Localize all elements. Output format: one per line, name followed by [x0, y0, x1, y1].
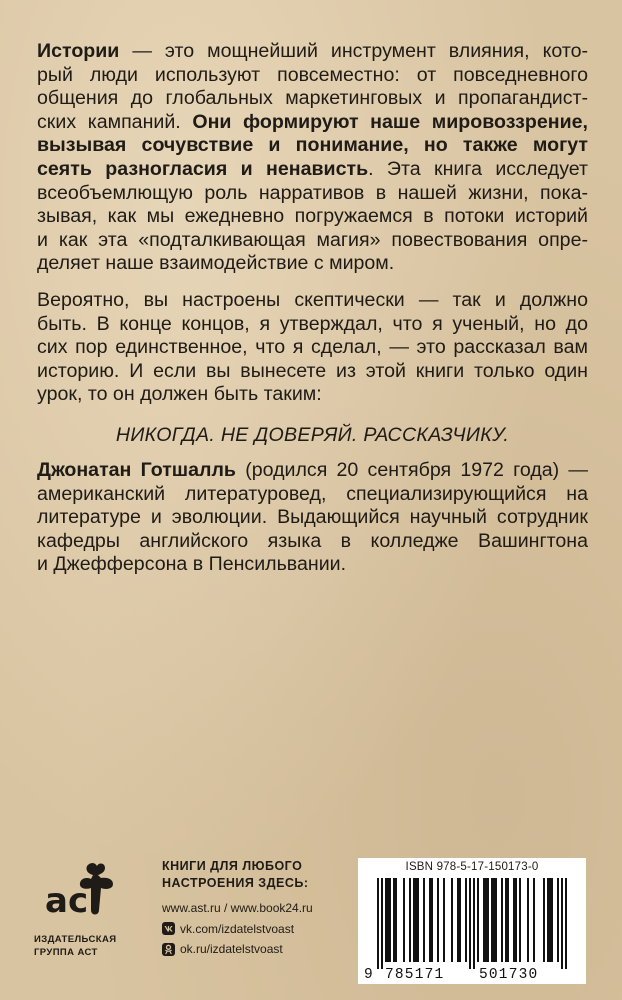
barcode-bar: [393, 878, 395, 962]
bold-text: Они формируют наше мировоззрение,: [192, 110, 589, 133]
barcode-bar: [549, 878, 551, 962]
publisher-caption-line1: ИЗДАТЕЛЬСКАЯ: [34, 934, 117, 945]
barcode-bar: [547, 878, 549, 962]
barcode-bar: [465, 878, 467, 962]
barcode-bar: [495, 878, 497, 962]
text-run: быть. В конце концов, я утверждал, что я ученый, но до: [37, 312, 588, 335]
barcode-bar: [409, 878, 411, 962]
vk-icon: [162, 922, 175, 935]
barcode-bar: [551, 878, 553, 962]
promo-heading-line2: НАСТРОЕНИЯ ЗДЕСЬ:: [162, 876, 309, 890]
barcode-bar: [543, 878, 545, 962]
text-run: литературе и эволюции. Выдающийся научный сотрудник: [37, 506, 588, 529]
barcode-bar: [473, 878, 475, 969]
ok-link[interactable]: [162, 939, 342, 960]
barcode-bar: [385, 878, 387, 962]
bold-text: Джонатан Готшалль: [37, 459, 236, 481]
barcode-bar: [533, 878, 535, 962]
bold-text: Истории: [37, 40, 120, 62]
promo-links: [162, 898, 342, 960]
text-run: — это мощнейший инструмент влияния, кото-: [119, 40, 588, 62]
text-line: [37, 459, 588, 483]
barcode-bar: [493, 878, 495, 962]
text-line: [37, 360, 588, 384]
text-line: [37, 64, 588, 88]
barcode-bar: [429, 878, 431, 962]
barcode-bar: [431, 878, 433, 962]
barcode-bar: [561, 878, 563, 969]
promo-heading: [162, 858, 342, 892]
barcode-bar: [557, 878, 559, 962]
text-line: [37, 205, 588, 229]
barcode-bar: [527, 878, 529, 962]
isbn-label: ISBN 978-5-17-150173-0: [405, 861, 539, 873]
text-run: всеобъемлющую роль нарративов в нашей жизни, пока-: [37, 181, 588, 204]
text-line: [37, 40, 588, 64]
barcode-bar: [469, 878, 471, 969]
text-run: и Джефферсона в Пенсильвании.: [37, 553, 347, 576]
author-bio-paragraph: [37, 459, 588, 577]
barcode-digits-right: 501730: [479, 967, 539, 983]
barcode-bar: [491, 878, 493, 962]
barcode-bar: [457, 878, 459, 962]
bold-text: вызывая сочувствие и понимание, но также могут: [37, 134, 588, 157]
text-run: урок, то он должен быть таким:: [37, 383, 322, 406]
text-line: [37, 252, 588, 276]
barcode-bar: [505, 878, 507, 962]
text-run: историю. И если вы вынесете из этой книги только один: [37, 359, 588, 382]
isbn-barcode: [358, 858, 586, 984]
text-run: американский литературовед, специализирующийся на: [37, 482, 588, 505]
vk-link-text[interactable]: vk.com/izdatelstvoast: [180, 921, 295, 936]
promo-block: [162, 858, 342, 960]
text-line: [37, 553, 588, 577]
barcode-bar: [403, 878, 405, 962]
bold-text: сеять разногласия и ненависть: [37, 157, 369, 180]
text-line: [37, 506, 588, 530]
text-line: [37, 111, 588, 135]
text-run: (родился 20 сентября 1972 года) —: [235, 459, 588, 481]
text-run: сих пор единственное, что я сделал, — это рассказал вам: [37, 336, 588, 359]
barcode-bar: [459, 878, 461, 962]
site-link-text[interactable]: www.ast.ru / www.book24.ru: [162, 901, 313, 915]
text-line: [37, 87, 588, 111]
text-line: [37, 530, 588, 554]
barcode-bar: [507, 878, 509, 962]
text-run: ских кампаний.: [37, 110, 193, 133]
barcode-bar: [451, 878, 453, 962]
description-paragraph: [37, 40, 588, 276]
text-run: деляет наше взаимодействие с миром.: [37, 252, 395, 275]
barcode-bar: [387, 878, 389, 962]
barcode-bar: [565, 878, 567, 969]
skepticism-paragraph: [37, 289, 588, 407]
text-line: [37, 383, 588, 407]
site-link[interactable]: [162, 898, 342, 919]
barcode-bar: [483, 878, 485, 962]
barcode-bar: [381, 878, 383, 969]
barcode-bar: [519, 878, 521, 962]
text-line: [37, 229, 588, 253]
text-run: кафедры английского языка в колледже Вашингтона: [37, 529, 588, 552]
promo-heading-line1: КНИГИ ДЛЯ ЛЮБОГО: [162, 859, 303, 873]
motto-line: [37, 424, 588, 448]
motto-text: НИКОГДА. НЕ ДОВЕРЯЙ. РАССКАЗЧИКУ.: [115, 424, 510, 446]
barcode-bar: [515, 878, 517, 962]
text-run: и как эта «подталкивающая магия» повествования опре-: [37, 228, 588, 251]
text-run: зывая, как мы ежедневно погружаемся в потоки историй: [37, 205, 588, 228]
barcode-bar: [395, 878, 397, 962]
barcode-bar: [423, 878, 425, 962]
ok-link-text[interactable]: ok.ru/izdatelstvoast: [180, 942, 283, 956]
svg-text:ac: ac: [45, 881, 89, 921]
barcode-bar: [513, 878, 515, 962]
text-run: Вероятно, вы настроены скептически — так и должно: [37, 289, 588, 311]
text-line: [37, 313, 588, 337]
barcode-bar: [501, 878, 503, 962]
barcode-digit-first: 9: [364, 967, 374, 983]
barcode-bar: [377, 878, 379, 969]
text-line: [37, 336, 588, 360]
barcode-bar: [477, 878, 479, 962]
publisher-caption: [34, 933, 134, 959]
text-line: [37, 289, 588, 313]
text-run: . Эта книга исследует: [368, 157, 588, 180]
text-line: [37, 483, 588, 507]
barcode-bar: [437, 878, 439, 962]
barcode-bar: [417, 878, 419, 962]
ok-icon: [162, 943, 175, 956]
text-run: общения до глобальных маркетинговых и пропагандист-: [37, 87, 588, 110]
text-line: [37, 158, 588, 182]
barcode-bar: [487, 878, 489, 962]
text-line: [37, 182, 588, 206]
publisher-logo: [34, 858, 134, 978]
text-line: [37, 134, 588, 158]
barcode-digits-left: 785171: [385, 967, 445, 983]
barcode-bar: [485, 878, 487, 962]
barcode-bar: [415, 878, 417, 962]
barcode-icon: [358, 858, 586, 984]
barcode-bar: [443, 878, 445, 962]
barcode-bar: [413, 878, 415, 962]
barcode-bar: [389, 878, 391, 962]
publisher-caption-line2: ГРУППА АСТ: [34, 947, 98, 958]
text-run: рый люди используют повсеместно: от повседневного: [37, 63, 588, 86]
ast-logo-icon: [43, 858, 123, 928]
vk-link[interactable]: [162, 919, 342, 940]
